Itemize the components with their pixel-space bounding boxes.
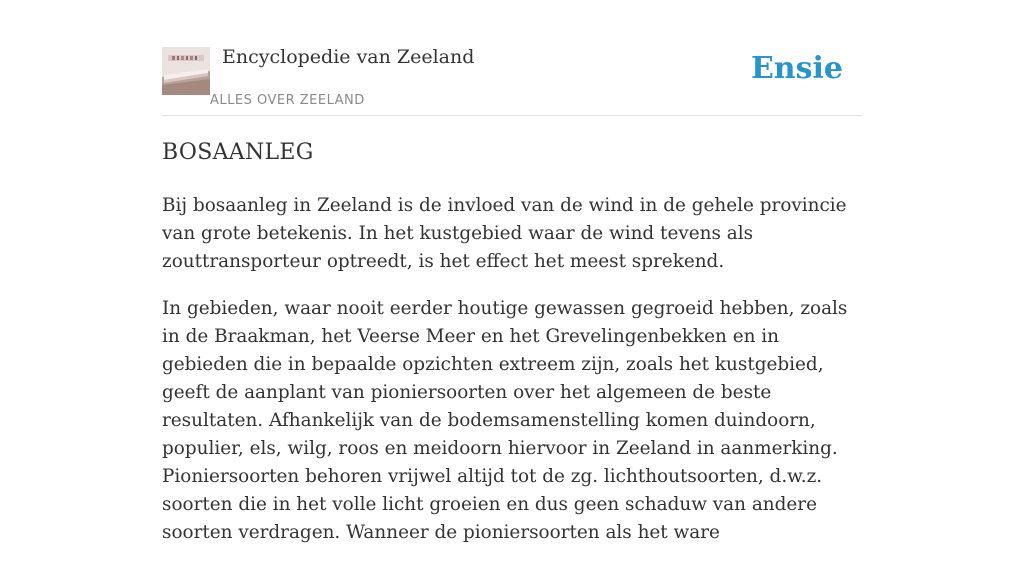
ensie-brand-logo[interactable]: Ensie: [750, 51, 843, 86]
site-title-link[interactable]: Encyclopedie van Zeeland: [222, 46, 475, 68]
book-photo-icon: [162, 47, 210, 95]
page-container: [162, 0, 862, 543]
article-paragraph: Bij bosaanleg in Zeeland is de invloed van de wind in de gehele provincie van grote betekenis. In het kustgebied waar de wind tevens als zouttransporteur optreedt, is het effect het meest sprekend.: [162, 195, 847, 272]
article-paragraph: In gebieden, waar nooit eerder houtige gewassen gegroeid hebben, zoals in de Braakman, het Veerse Meer en het Grevelingenbekken en in gebieden die in bepaalde opzichten extreem zijn, zoals het kustgebied, geeft de aanplant van pioniersoorten over het algemeen de beste resultaten. Afhankelijk van de bodemsamenstelling komen duindoorn, populier, els, wilg, roos en meidoorn hiervoor in Zeeland in aanmerking. Pioniersoorten behoren vrijwel altijd tot de zg. lichthoutsoorten, d.w.z. soorten die in het volle licht groeien en dus geen schaduw van andere soorten verdragen. Wanneer de pioniersoorten als het ware: [162, 298, 848, 543]
article-title: BOSAANLEG: [162, 140, 314, 165]
site-tagline: ALLES OVER ZEELAND: [210, 93, 365, 108]
site-header: [162, 0, 862, 116]
article-body: [162, 192, 862, 566]
site-logo-avatar[interactable]: [162, 47, 210, 95]
